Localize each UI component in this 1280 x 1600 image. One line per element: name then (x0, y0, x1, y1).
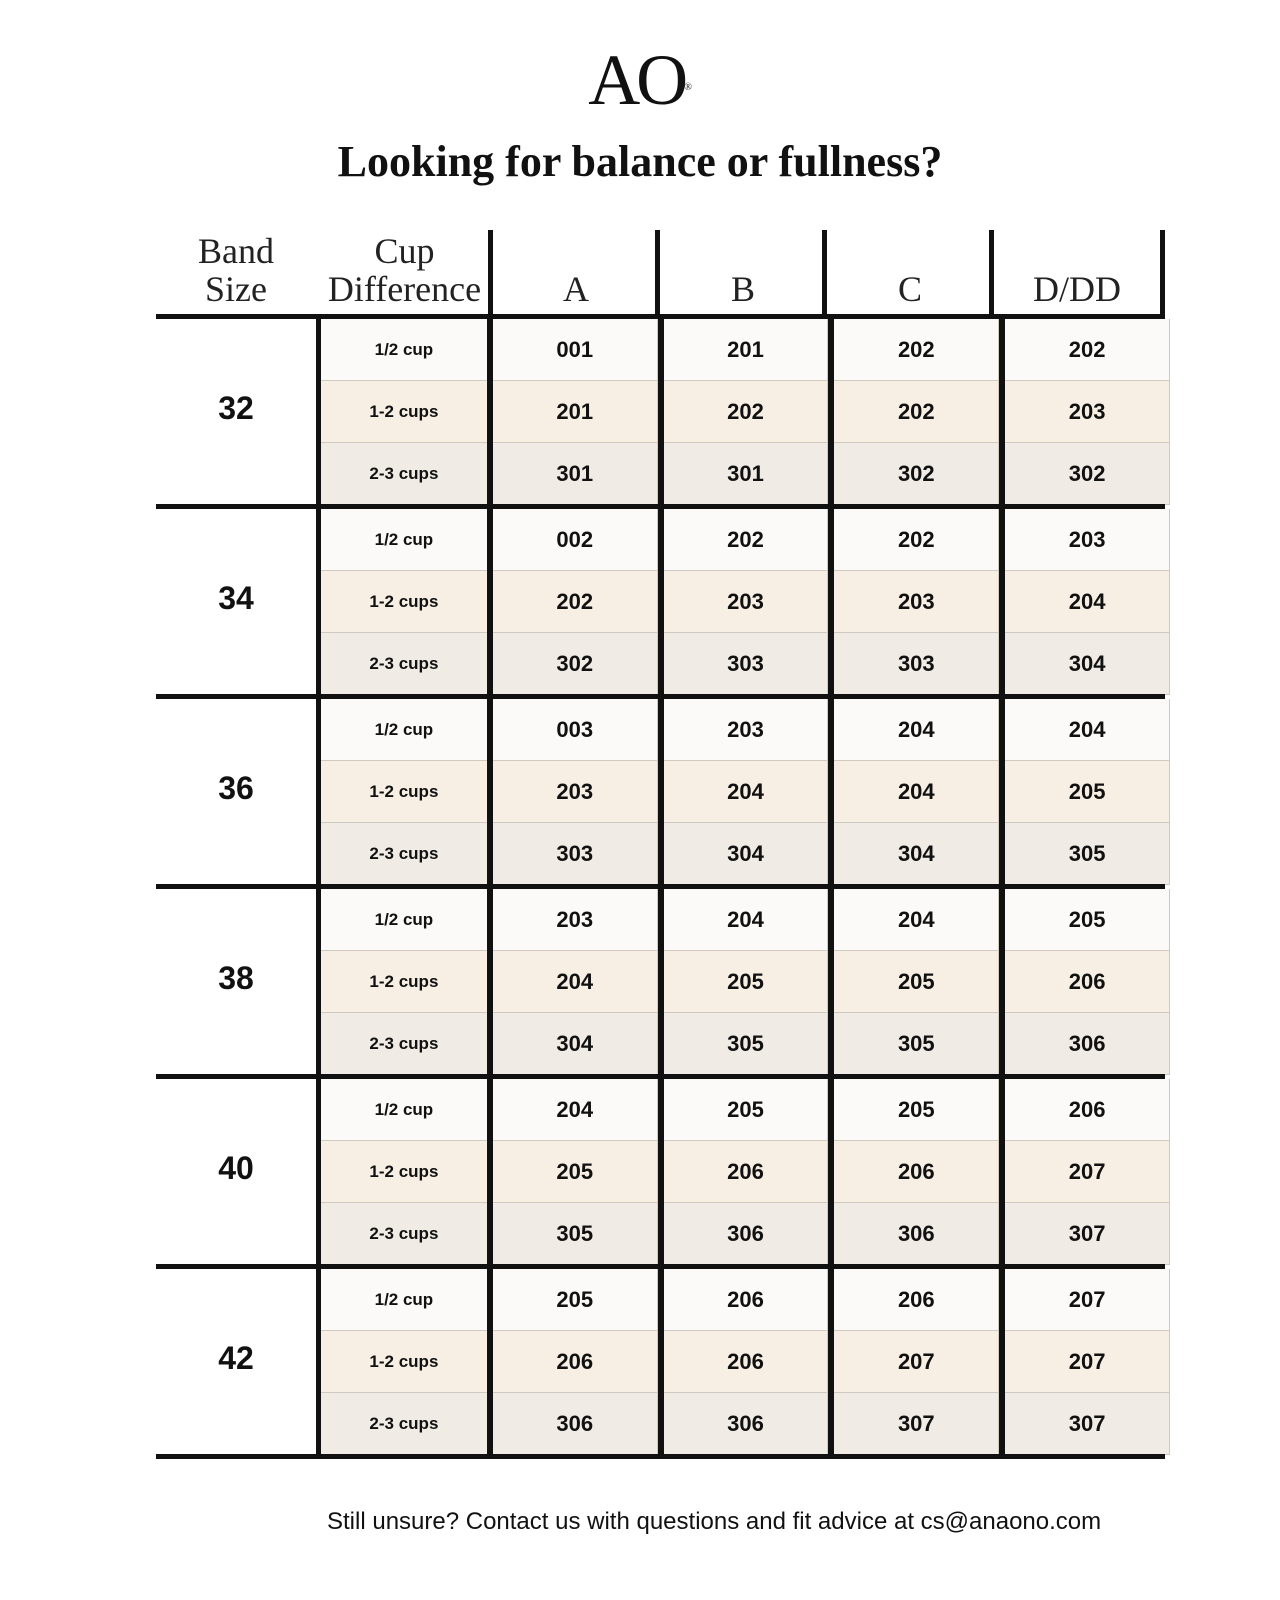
style-code-cell: 305 (834, 1013, 999, 1075)
cup-difference-cell: 1-2 cups (321, 761, 487, 823)
style-code-cell: 205 (664, 951, 829, 1013)
table-row (321, 761, 1170, 823)
header-band-line2: Size (205, 269, 267, 309)
style-code-cell: 304 (834, 823, 999, 885)
style-code-cell: 204 (1005, 699, 1170, 761)
style-code-cell: 204 (834, 761, 999, 823)
style-code-cell: 204 (1005, 571, 1170, 633)
style-code-cell: 201 (493, 381, 658, 443)
cup-difference-cell: 1/2 cup (321, 509, 487, 571)
header-cup-b: B (730, 269, 755, 309)
logo-text: AO (588, 40, 685, 120)
cup-difference-cell: 2-3 cups (321, 633, 487, 695)
style-code-cell: 203 (664, 571, 829, 633)
cup-difference-cell: 2-3 cups (321, 823, 487, 885)
style-code-cell: 306 (834, 1203, 999, 1265)
style-code-cell: 305 (493, 1203, 658, 1265)
band-group (156, 319, 1170, 504)
style-code-cell: 206 (1005, 951, 1170, 1013)
table-row (321, 1141, 1170, 1203)
cup-difference-cell: 1/2 cup (321, 699, 487, 761)
cup-difference-cell: 1/2 cup (321, 889, 487, 951)
style-code-cell: 202 (1005, 319, 1170, 381)
style-code-cell: 306 (664, 1203, 829, 1265)
style-code-cell: 303 (664, 633, 829, 695)
style-code-cell: 203 (1005, 381, 1170, 443)
style-code-cell: 305 (664, 1013, 829, 1075)
style-code-cell: 202 (664, 381, 829, 443)
cup-difference-cell: 1-2 cups (321, 571, 487, 633)
style-code-cell: 202 (493, 571, 658, 633)
table-bottom-border (156, 1454, 1165, 1459)
style-code-cell: 304 (493, 1013, 658, 1075)
style-code-cell: 301 (493, 443, 658, 505)
style-code-cell: 206 (493, 1331, 658, 1393)
band-size: 32 (218, 390, 254, 426)
style-code-cell: 207 (834, 1331, 999, 1393)
style-code-cell: 205 (834, 1079, 999, 1141)
cup-difference-cell: 1/2 cup (321, 1269, 487, 1331)
style-code-cell: 201 (664, 319, 829, 381)
band-group (156, 1079, 1170, 1264)
style-code-cell: 304 (664, 823, 829, 885)
style-code-cell: 205 (664, 1079, 829, 1141)
style-code-cell: 306 (493, 1393, 658, 1455)
style-code-cell: 204 (664, 889, 829, 951)
style-code-cell: 202 (664, 509, 829, 571)
style-code-cell: 202 (834, 381, 999, 443)
cup-difference-cell: 2-3 cups (321, 1203, 487, 1265)
style-code-cell: 206 (664, 1141, 829, 1203)
cup-difference-cell: 1/2 cup (321, 1079, 487, 1141)
band-size: 34 (218, 580, 254, 616)
size-table (156, 230, 1170, 1436)
table-row (321, 381, 1170, 443)
table-header (156, 230, 1170, 314)
table-row (321, 823, 1170, 885)
style-code-cell: 001 (493, 319, 658, 381)
band-size: 36 (218, 770, 254, 806)
style-code-cell: 206 (834, 1269, 999, 1331)
style-code-cell: 204 (664, 761, 829, 823)
style-code-cell: 205 (1005, 889, 1170, 951)
table-row (321, 1393, 1170, 1455)
style-code-cell: 303 (493, 823, 658, 885)
style-code-cell: 305 (1005, 823, 1170, 885)
style-code-cell: 302 (493, 633, 658, 695)
style-code-cell: 204 (493, 951, 658, 1013)
header-cup-ddd: D/DD (1033, 269, 1121, 309)
band-group (156, 699, 1170, 884)
style-code-cell: 203 (493, 889, 658, 951)
table-row (321, 1079, 1170, 1141)
style-code-cell: 207 (1005, 1331, 1170, 1393)
brand-logo (0, 40, 1280, 120)
band-size: 42 (218, 1340, 254, 1376)
header-band-size (156, 230, 316, 314)
style-code-cell: 304 (1005, 633, 1170, 695)
cup-difference-cell: 2-3 cups (321, 443, 487, 505)
header-cup-line1: Cup (374, 231, 435, 271)
header-cup-a: A (563, 269, 589, 309)
style-code-cell: 307 (1005, 1393, 1170, 1455)
page-title: Looking for balance or fullness? (337, 137, 943, 186)
style-code-cell: 204 (493, 1079, 658, 1141)
header-cup-c: C (897, 269, 922, 309)
style-code-cell: 205 (493, 1269, 658, 1331)
band-group (156, 509, 1170, 694)
style-code-cell: 203 (664, 699, 829, 761)
band-size: 38 (218, 960, 254, 996)
style-code-cell: 002 (493, 509, 658, 571)
cup-difference-cell: 1/2 cup (321, 319, 487, 381)
footer-contact: Still unsure? Contact us with questions and fit advice at cs@anaono.com (327, 1508, 1102, 1535)
style-code-cell: 003 (493, 699, 658, 761)
cup-difference-cell: 1-2 cups (321, 1331, 487, 1393)
style-code-cell: 206 (834, 1141, 999, 1203)
header-band-line1: Band (198, 231, 274, 271)
style-code-cell: 202 (834, 319, 999, 381)
style-code-cell: 204 (834, 699, 999, 761)
cup-difference-cell: 2-3 cups (321, 1013, 487, 1075)
style-code-cell: 302 (834, 443, 999, 505)
table-row (321, 889, 1170, 951)
style-code-cell: 203 (1005, 509, 1170, 571)
table-row (321, 319, 1170, 381)
cup-difference-cell: 1-2 cups (321, 381, 487, 443)
style-code-cell: 301 (664, 443, 829, 505)
style-code-cell: 306 (664, 1393, 829, 1455)
style-code-cell: 206 (664, 1331, 829, 1393)
cup-difference-cell: 2-3 cups (321, 1393, 487, 1455)
table-row (321, 1331, 1170, 1393)
style-code-cell: 302 (1005, 443, 1170, 505)
style-code-cell: 204 (834, 889, 999, 951)
table-row (321, 1203, 1170, 1265)
band-group (156, 889, 1170, 1074)
table-row (321, 443, 1170, 505)
style-code-cell: 203 (834, 571, 999, 633)
style-code-cell: 307 (834, 1393, 999, 1455)
style-code-cell: 202 (834, 509, 999, 571)
table-row (321, 571, 1170, 633)
cup-difference-cell: 1-2 cups (321, 1141, 487, 1203)
table-row (321, 699, 1170, 761)
style-code-cell: 205 (1005, 761, 1170, 823)
style-code-cell: 206 (1005, 1079, 1170, 1141)
header-cup-difference (321, 230, 488, 314)
header-cup-line2: Difference (327, 269, 482, 309)
table-row (321, 951, 1170, 1013)
table-row (321, 1013, 1170, 1075)
table-row (321, 633, 1170, 695)
style-code-cell: 307 (1005, 1203, 1170, 1265)
style-code-cell: 206 (664, 1269, 829, 1331)
style-code-cell: 203 (493, 761, 658, 823)
band-size: 40 (218, 1150, 254, 1186)
style-code-cell: 303 (834, 633, 999, 695)
table-row (321, 1269, 1170, 1331)
style-code-cell: 205 (834, 951, 999, 1013)
band-group (156, 1269, 1170, 1454)
style-code-cell: 207 (1005, 1269, 1170, 1331)
table-row (321, 509, 1170, 571)
cup-difference-cell: 1-2 cups (321, 951, 487, 1013)
style-code-cell: 205 (493, 1141, 658, 1203)
style-code-cell: 207 (1005, 1141, 1170, 1203)
style-code-cell: 306 (1005, 1013, 1170, 1075)
registered-mark: ® (684, 82, 692, 93)
